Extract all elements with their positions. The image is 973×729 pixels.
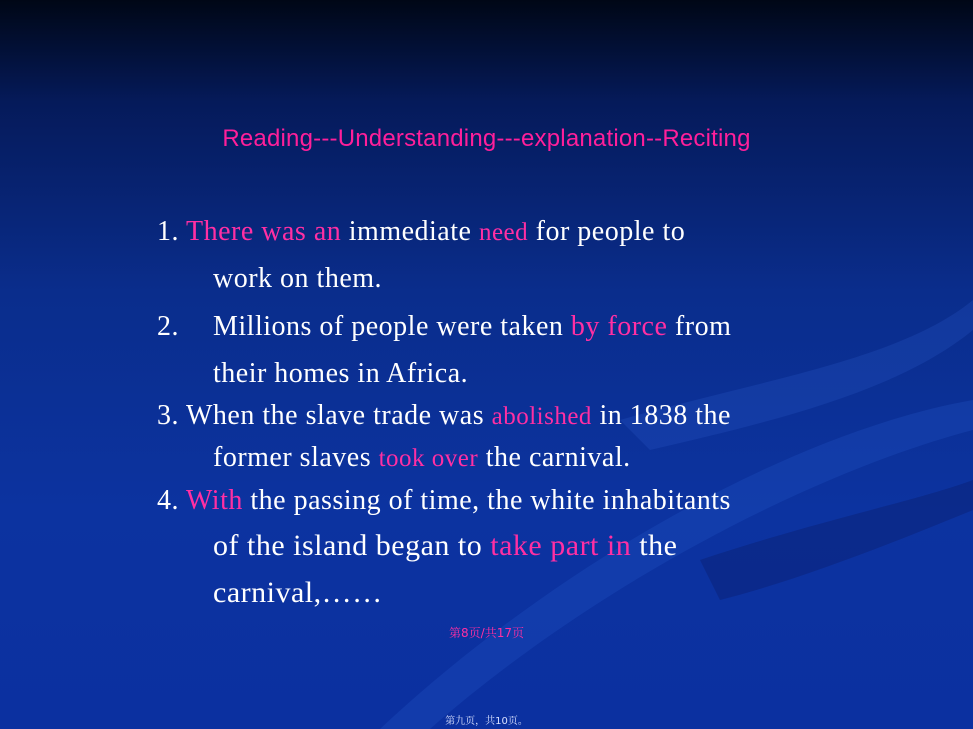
slide-title: Reading---Understanding---explanation--Reciting	[222, 125, 751, 152]
item-3-cont-text-2: the carnival.	[478, 442, 631, 473]
item-3-line	[157, 400, 731, 432]
item-2-text-1: Millions of people were taken	[213, 311, 571, 342]
item-3-text-1: When the slave trade was	[186, 400, 492, 431]
item-4-text-1: the passing of time, the white inhabitants	[242, 485, 731, 516]
item-3-text-2: in 1838 the	[591, 400, 731, 431]
item-2-highlight: by force	[570, 311, 668, 342]
item-2-number: 2.	[157, 311, 179, 342]
item-1-number: 1.	[157, 216, 186, 247]
item-4-number: 4.	[157, 485, 186, 516]
item-4-line	[157, 485, 731, 517]
item-4-highlight: With	[186, 485, 243, 516]
item-1-continuation: work on them.	[213, 263, 383, 294]
item-4-continuation	[213, 529, 677, 563]
item-4-cont-highlight: take part in	[490, 529, 632, 562]
item-2-continuation: their homes in Africa.	[213, 358, 469, 389]
item-3-number: 3.	[157, 400, 186, 431]
item-1-text-1: immediate	[341, 216, 479, 247]
item-4-continuation-2: carnival,……	[213, 576, 383, 609]
item-3-cont-highlight: took over	[378, 445, 479, 472]
page-indicator: 第8页/共17页	[449, 626, 524, 640]
item-2-line	[157, 311, 731, 343]
item-1-text-2: for people to	[528, 216, 686, 247]
item-1-highlight-1: There was an	[186, 216, 342, 247]
item-1-highlight-2: need	[478, 219, 529, 246]
item-2-text-2: from	[667, 311, 732, 342]
item-4-cont-text-1: of the island began to	[213, 529, 491, 562]
page-count: 第九页，共10页。	[445, 716, 528, 727]
item-3-cont-text-1: former slaves	[213, 442, 379, 473]
item-3-highlight: abolished	[491, 403, 592, 430]
item-4-cont-text-2: the	[631, 529, 678, 562]
item-1-line	[157, 216, 685, 248]
item-3-continuation	[213, 442, 631, 474]
